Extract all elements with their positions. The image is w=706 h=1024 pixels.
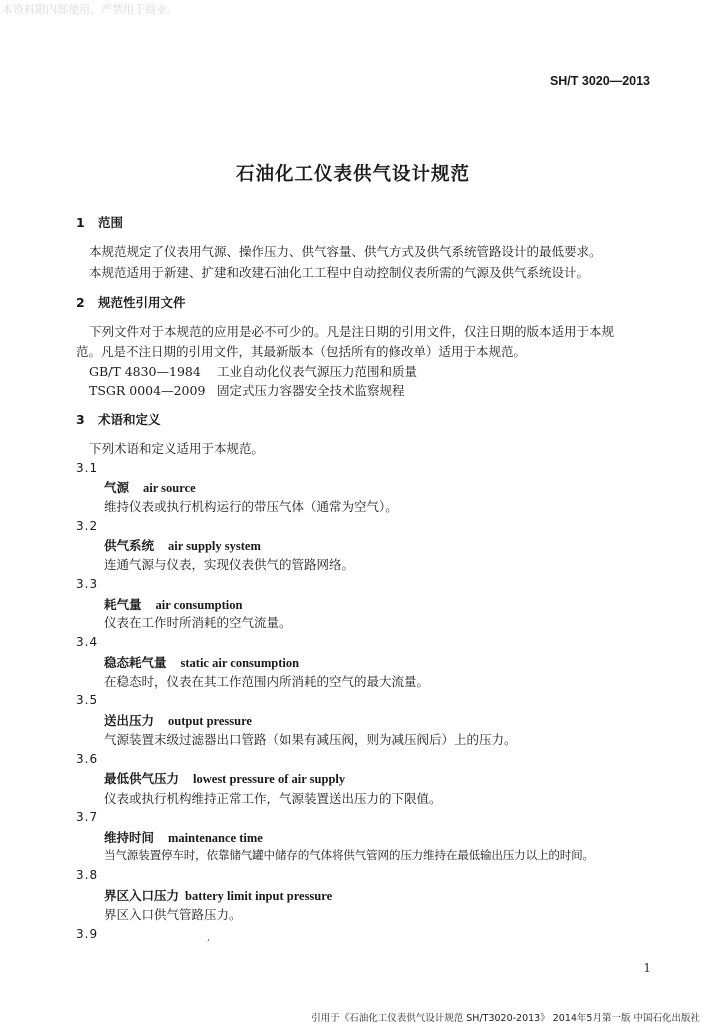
paragraph: 本规范适用于新建、扩建和改建石油化工工程中自动控制仪表所需的气源及供气系统设计。 xyxy=(89,265,590,280)
term-en: air source xyxy=(143,481,196,495)
term-zh: 维持时间 xyxy=(104,830,155,845)
term-en: lowest pressure of air supply xyxy=(193,772,346,786)
section-1-heading xyxy=(76,213,123,231)
paragraph: 下列文件对于本规范的应用是必不可少的。凡是注日期的引用文件，仅注日期的版本适用于本规 xyxy=(89,324,615,339)
term-definition: 仪表或执行机构维持正常工作，气源装置送出压力的下限值。 xyxy=(104,791,442,806)
reference-name: 固定式压力容器安全技术监察规程 xyxy=(217,383,405,398)
term-number: 3.2 xyxy=(76,519,99,533)
term-en: static air consumption xyxy=(180,656,300,670)
term-zh: 界区入口压力 xyxy=(104,888,180,903)
term-number: 3.7 xyxy=(76,810,99,824)
term-en: output pressure xyxy=(168,714,252,728)
term-en: air supply system xyxy=(168,539,261,553)
paragraph: 范。凡是不注日期的引用文件，其最新版本（包括所有的修改单）适用于本规范。 xyxy=(76,344,527,359)
reference-item xyxy=(89,362,417,380)
standard-code: SH/T 3020—2013 xyxy=(549,74,650,88)
page-number: 1 xyxy=(643,961,651,975)
term-heading xyxy=(104,478,196,496)
term-en: battery limit input pressure xyxy=(185,889,333,903)
term-definition: 界区入口供气管路压力。 xyxy=(104,907,242,922)
term-number: 3.1 xyxy=(76,461,99,475)
section-title: 范围 xyxy=(98,215,124,230)
term-number: 3.6 xyxy=(76,752,99,766)
citation-footer: 引用于《石油化工仪表供气设计规范 SH/T3020-2013》 2014年5月第一版 中国石化出版社 xyxy=(311,1013,700,1024)
term-number: 3.5 xyxy=(76,693,99,707)
term-heading xyxy=(104,711,252,729)
term-en: air consumption xyxy=(155,598,243,612)
reference-code: TSGR 0004—2009 xyxy=(89,383,206,398)
document-title: 石油化工仪表供气设计规范 xyxy=(235,164,470,185)
term-zh: 稳态耗气量 xyxy=(104,655,167,670)
term-zh: 最低供气压力 xyxy=(104,771,180,786)
section-3-heading xyxy=(76,410,161,428)
term-definition: 在稳态时，仪表在其工作范围内所消耗的空气的最大流量。 xyxy=(104,674,430,689)
term-zh: 送出压力 xyxy=(104,713,155,728)
term-en: maintenance time xyxy=(168,831,263,845)
term-zh: 气源 xyxy=(104,480,130,495)
section-2-heading xyxy=(76,293,186,311)
term-heading xyxy=(104,828,263,846)
reference-item xyxy=(89,381,405,399)
term-number: 3.8 xyxy=(76,868,99,882)
term-definition: 当气源装置停车时，依靠储气罐中储存的气体将供气管网的压力维持在最低输出压力以上的时间。 xyxy=(104,848,594,862)
section-title: 术语和定义 xyxy=(98,412,161,427)
term-zh: 耗气量 xyxy=(104,597,142,612)
section-title: 规范性引用文件 xyxy=(98,295,186,310)
reference-code: GB/T 4830—1984 xyxy=(89,364,201,379)
term-zh: 供气系统 xyxy=(104,538,155,553)
term-definition: 连通气源与仪表，实现仪表供气的管路网络。 xyxy=(104,557,355,572)
term-heading xyxy=(104,886,332,904)
section-number: 1 xyxy=(76,215,85,230)
term-heading xyxy=(104,653,299,671)
term-number: 3.4 xyxy=(76,635,99,649)
term-number: 3.9 xyxy=(76,927,99,941)
term-number: 3.3 xyxy=(76,577,99,591)
section-number: 2 xyxy=(76,295,85,310)
term-heading xyxy=(104,536,261,554)
term-definition: 仪表在工作时所消耗的空气流量。 xyxy=(104,615,292,630)
term-heading xyxy=(104,769,345,787)
reference-name: 工业自动化仪表气源压力范围和质量 xyxy=(217,364,418,379)
term-definition: 维持仪表或执行机构运行的带压气体（通常为空气）。 xyxy=(104,499,398,514)
paragraph: 下列术语和定义适用于本规范。 xyxy=(89,441,265,456)
term-heading xyxy=(104,595,242,613)
scan-mark: , xyxy=(207,932,211,943)
watermark: 本资料限内部使用，严禁用于商业。 xyxy=(2,3,178,16)
term-definition: 气源装置末级过滤器出口管路（如果有减压阀，则为减压阀后）上的压力。 xyxy=(104,732,517,747)
paragraph: 本规范规定了仪表用气源、操作压力、供气容量、供气方式及供气系统管路设计的最低要求。 xyxy=(89,244,602,259)
section-number: 3 xyxy=(76,412,85,427)
